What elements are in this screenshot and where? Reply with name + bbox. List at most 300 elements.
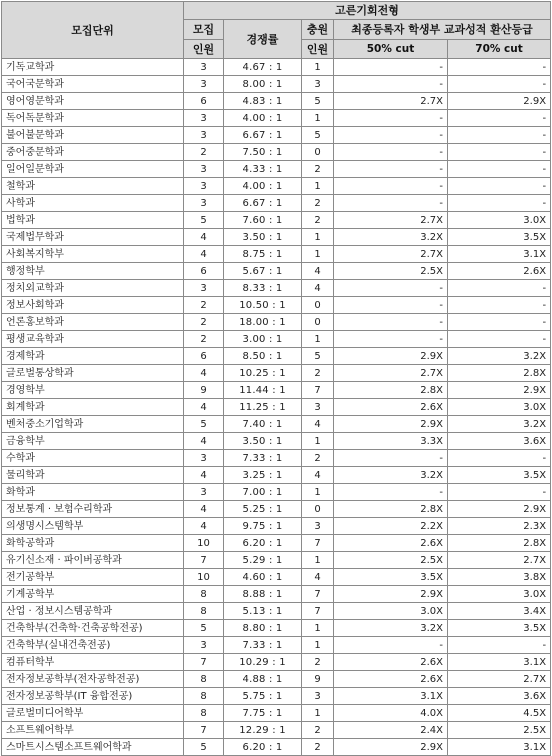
- competition-cell: 8.80 : 1: [224, 620, 302, 637]
- competition-cell: 3.00 : 1: [224, 331, 302, 348]
- unit-cell: 중어중문학과: [2, 144, 184, 161]
- quota-cell: 4: [184, 467, 224, 484]
- cut50-cell: 2.6X: [334, 671, 448, 688]
- cut50-cell: -: [334, 484, 448, 501]
- competition-cell: 5.29 : 1: [224, 552, 302, 569]
- quota-cell: 3: [184, 178, 224, 195]
- table-row: [2, 212, 551, 229]
- fill-cell: 1: [302, 110, 334, 127]
- quota-cell: 8: [184, 603, 224, 620]
- table-row: [2, 161, 551, 178]
- fill-cell: 2: [302, 212, 334, 229]
- cut50-cell: -: [334, 637, 448, 654]
- quota-cell: 6: [184, 93, 224, 110]
- cut50-cell: -: [334, 127, 448, 144]
- cut70-cell: -: [448, 178, 551, 195]
- unit-cell: 건축학부(실내건축전공): [2, 637, 184, 654]
- table-row: [2, 178, 551, 195]
- competition-cell: 7.75 : 1: [224, 705, 302, 722]
- header-cut70: 70% cut: [448, 40, 551, 59]
- competition-cell: 7.50 : 1: [224, 144, 302, 161]
- quota-cell: 3: [184, 637, 224, 654]
- header-grade-title: 최종등록자 학생부 교과성적 환산등급: [334, 20, 551, 40]
- fill-cell: 4: [302, 569, 334, 586]
- table-row: [2, 263, 551, 280]
- table-row: [2, 501, 551, 518]
- cut50-cell: 3.2X: [334, 467, 448, 484]
- table-row: [2, 552, 551, 569]
- cut70-cell: 2.6X: [448, 263, 551, 280]
- competition-cell: 8.33 : 1: [224, 280, 302, 297]
- quota-cell: 4: [184, 399, 224, 416]
- cut70-cell: -: [448, 637, 551, 654]
- cut50-cell: -: [334, 59, 448, 76]
- competition-cell: 7.40 : 1: [224, 416, 302, 433]
- cut70-cell: -: [448, 110, 551, 127]
- unit-cell: 전기공학부: [2, 569, 184, 586]
- table-header: [2, 2, 551, 59]
- cut70-cell: 2.7X: [448, 671, 551, 688]
- table-row: [2, 671, 551, 688]
- competition-cell: 5.13 : 1: [224, 603, 302, 620]
- competition-cell: 6.20 : 1: [224, 739, 302, 756]
- quota-cell: 3: [184, 484, 224, 501]
- table-row: [2, 722, 551, 739]
- table-row: [2, 93, 551, 110]
- fill-cell: 2: [302, 654, 334, 671]
- competition-cell: 18.00 : 1: [224, 314, 302, 331]
- fill-cell: 0: [302, 144, 334, 161]
- quota-cell: 8: [184, 586, 224, 603]
- cut70-cell: 3.1X: [448, 739, 551, 756]
- quota-cell: 5: [184, 212, 224, 229]
- quota-cell: 2: [184, 314, 224, 331]
- competition-cell: 10.50 : 1: [224, 297, 302, 314]
- cut70-cell: 3.5X: [448, 467, 551, 484]
- fill-cell: 2: [302, 450, 334, 467]
- competition-cell: 4.88 : 1: [224, 671, 302, 688]
- table-row: [2, 705, 551, 722]
- cut70-cell: 3.6X: [448, 688, 551, 705]
- table-row: [2, 569, 551, 586]
- quota-cell: 5: [184, 620, 224, 637]
- cut70-cell: 3.8X: [448, 569, 551, 586]
- cut50-cell: -: [334, 314, 448, 331]
- cut50-cell: 2.7X: [334, 365, 448, 382]
- unit-cell: 산업 · 정보시스템공학과: [2, 603, 184, 620]
- competition-cell: 4.83 : 1: [224, 93, 302, 110]
- cut70-cell: -: [448, 297, 551, 314]
- quota-cell: 6: [184, 348, 224, 365]
- quota-cell: 3: [184, 110, 224, 127]
- unit-cell: 사회복지학부: [2, 246, 184, 263]
- unit-cell: 소프트웨어학부: [2, 722, 184, 739]
- quota-cell: 3: [184, 195, 224, 212]
- fill-cell: 1: [302, 178, 334, 195]
- cut70-cell: 3.5X: [448, 229, 551, 246]
- unit-cell: 행정학부: [2, 263, 184, 280]
- table-row: [2, 450, 551, 467]
- unit-cell: 경제학과: [2, 348, 184, 365]
- cut70-cell: 2.7X: [448, 552, 551, 569]
- unit-cell: 물리학과: [2, 467, 184, 484]
- cut50-cell: 2.9X: [334, 739, 448, 756]
- competition-cell: 4.33 : 1: [224, 161, 302, 178]
- quota-cell: 4: [184, 501, 224, 518]
- header-fill-line1: 충원: [302, 20, 334, 40]
- unit-cell: 정보통계 · 보험수리학과: [2, 501, 184, 518]
- competition-cell: 3.25 : 1: [224, 467, 302, 484]
- competition-cell: 8.00 : 1: [224, 76, 302, 93]
- fill-cell: 0: [302, 501, 334, 518]
- cut70-cell: 3.2X: [448, 416, 551, 433]
- table-row: [2, 127, 551, 144]
- cut50-cell: -: [334, 76, 448, 93]
- fill-cell: 9: [302, 671, 334, 688]
- unit-cell: 회계학과: [2, 399, 184, 416]
- table-row: [2, 195, 551, 212]
- table-row: [2, 348, 551, 365]
- cut50-cell: 3.2X: [334, 229, 448, 246]
- quota-cell: 4: [184, 365, 224, 382]
- table-row: [2, 518, 551, 535]
- table-row: [2, 467, 551, 484]
- header-unit: 모집단위: [2, 2, 184, 59]
- header-group: 고른기회전형: [184, 2, 551, 20]
- fill-cell: 2: [302, 365, 334, 382]
- table-row: [2, 654, 551, 671]
- unit-cell: 화학공학과: [2, 535, 184, 552]
- unit-cell: 일어일문학과: [2, 161, 184, 178]
- competition-cell: 6.67 : 1: [224, 195, 302, 212]
- fill-cell: 1: [302, 552, 334, 569]
- competition-cell: 4.00 : 1: [224, 110, 302, 127]
- table-row: [2, 535, 551, 552]
- header-quota-line1: 모집: [184, 20, 224, 40]
- cut50-cell: -: [334, 280, 448, 297]
- fill-cell: 0: [302, 297, 334, 314]
- cut70-cell: 3.1X: [448, 654, 551, 671]
- table-row: [2, 59, 551, 76]
- unit-cell: 금융학부: [2, 433, 184, 450]
- table-row: [2, 739, 551, 756]
- cut70-cell: -: [448, 144, 551, 161]
- unit-cell: 글로벌통상학과: [2, 365, 184, 382]
- header-cut50: 50% cut: [334, 40, 448, 59]
- fill-cell: 0: [302, 314, 334, 331]
- competition-cell: 7.00 : 1: [224, 484, 302, 501]
- fill-cell: 1: [302, 59, 334, 76]
- unit-cell: 영어영문학과: [2, 93, 184, 110]
- cut50-cell: -: [334, 144, 448, 161]
- unit-cell: 기독교학과: [2, 59, 184, 76]
- competition-cell: 8.88 : 1: [224, 586, 302, 603]
- quota-cell: 4: [184, 518, 224, 535]
- competition-cell: 5.25 : 1: [224, 501, 302, 518]
- cut50-cell: 2.5X: [334, 552, 448, 569]
- competition-cell: 11.25 : 1: [224, 399, 302, 416]
- cut50-cell: 2.4X: [334, 722, 448, 739]
- cut70-cell: 2.9X: [448, 501, 551, 518]
- fill-cell: 1: [302, 705, 334, 722]
- fill-cell: 3: [302, 76, 334, 93]
- cut50-cell: 3.2X: [334, 620, 448, 637]
- cut50-cell: 2.8X: [334, 501, 448, 518]
- fill-cell: 2: [302, 722, 334, 739]
- cut70-cell: 3.0X: [448, 212, 551, 229]
- unit-cell: 경영학부: [2, 382, 184, 399]
- competition-cell: 5.67 : 1: [224, 263, 302, 280]
- competition-cell: 3.50 : 1: [224, 229, 302, 246]
- cut50-cell: 4.0X: [334, 705, 448, 722]
- cut70-cell: 4.5X: [448, 705, 551, 722]
- cut50-cell: -: [334, 297, 448, 314]
- table-row: [2, 331, 551, 348]
- fill-cell: 1: [302, 620, 334, 637]
- cut70-cell: 2.5X: [448, 722, 551, 739]
- unit-cell: 건축학부(건축학·건축공학전공): [2, 620, 184, 637]
- table-row: [2, 297, 551, 314]
- unit-cell: 국제법무학과: [2, 229, 184, 246]
- competition-cell: 4.00 : 1: [224, 178, 302, 195]
- cut50-cell: 2.9X: [334, 586, 448, 603]
- table-row: [2, 382, 551, 399]
- fill-cell: 3: [302, 688, 334, 705]
- cut50-cell: -: [334, 331, 448, 348]
- table-body: [2, 59, 551, 756]
- cut50-cell: -: [334, 110, 448, 127]
- quota-cell: 3: [184, 127, 224, 144]
- competition-cell: 6.67 : 1: [224, 127, 302, 144]
- header-quota-line2: 인원: [184, 40, 224, 59]
- quota-cell: 10: [184, 535, 224, 552]
- unit-cell: 평생교육학과: [2, 331, 184, 348]
- unit-cell: 정치외교학과: [2, 280, 184, 297]
- cut70-cell: 3.0X: [448, 399, 551, 416]
- quota-cell: 8: [184, 705, 224, 722]
- cut70-cell: 2.8X: [448, 535, 551, 552]
- cut70-cell: 2.9X: [448, 382, 551, 399]
- fill-cell: 1: [302, 229, 334, 246]
- fill-cell: 2: [302, 161, 334, 178]
- cut70-cell: 3.5X: [448, 620, 551, 637]
- competition-cell: 7.60 : 1: [224, 212, 302, 229]
- cut70-cell: -: [448, 127, 551, 144]
- admission-results-table: [1, 1, 551, 756]
- quota-cell: 5: [184, 416, 224, 433]
- quota-cell: 8: [184, 688, 224, 705]
- fill-cell: 1: [302, 484, 334, 501]
- cut70-cell: -: [448, 331, 551, 348]
- cut50-cell: 2.9X: [334, 348, 448, 365]
- header-competition: 경쟁률: [224, 20, 302, 59]
- unit-cell: 사학과: [2, 195, 184, 212]
- unit-cell: 전자정보공학부(전자공학전공): [2, 671, 184, 688]
- competition-cell: 10.25 : 1: [224, 365, 302, 382]
- table-row: [2, 365, 551, 382]
- cut70-cell: 3.6X: [448, 433, 551, 450]
- fill-cell: 4: [302, 416, 334, 433]
- fill-cell: 7: [302, 586, 334, 603]
- cut50-cell: 2.6X: [334, 535, 448, 552]
- table-row: [2, 399, 551, 416]
- unit-cell: 전자정보공학부(IT 융합전공): [2, 688, 184, 705]
- quota-cell: 5: [184, 739, 224, 756]
- competition-cell: 12.29 : 1: [224, 722, 302, 739]
- quota-cell: 3: [184, 280, 224, 297]
- unit-cell: 법학과: [2, 212, 184, 229]
- quota-cell: 8: [184, 671, 224, 688]
- cut50-cell: 2.2X: [334, 518, 448, 535]
- quota-cell: 3: [184, 76, 224, 93]
- cut70-cell: 3.2X: [448, 348, 551, 365]
- cut50-cell: 3.0X: [334, 603, 448, 620]
- table-row: [2, 76, 551, 93]
- quota-cell: 4: [184, 433, 224, 450]
- unit-cell: 수학과: [2, 450, 184, 467]
- fill-cell: 4: [302, 467, 334, 484]
- fill-cell: 1: [302, 433, 334, 450]
- fill-cell: 1: [302, 246, 334, 263]
- fill-cell: 4: [302, 280, 334, 297]
- fill-cell: 5: [302, 127, 334, 144]
- cut50-cell: 2.5X: [334, 263, 448, 280]
- quota-cell: 10: [184, 569, 224, 586]
- unit-cell: 컴퓨터학부: [2, 654, 184, 671]
- quota-cell: 9: [184, 382, 224, 399]
- cut50-cell: 2.7X: [334, 93, 448, 110]
- unit-cell: 의생명시스템학부: [2, 518, 184, 535]
- competition-cell: 8.75 : 1: [224, 246, 302, 263]
- competition-cell: 10.29 : 1: [224, 654, 302, 671]
- quota-cell: 4: [184, 229, 224, 246]
- unit-cell: 국어국문학과: [2, 76, 184, 93]
- cut50-cell: -: [334, 178, 448, 195]
- table-row: [2, 433, 551, 450]
- cut50-cell: 2.6X: [334, 399, 448, 416]
- unit-cell: 화학과: [2, 484, 184, 501]
- unit-cell: 독어독문학과: [2, 110, 184, 127]
- quota-cell: 3: [184, 161, 224, 178]
- table-row: [2, 688, 551, 705]
- cut70-cell: 2.9X: [448, 93, 551, 110]
- cut70-cell: -: [448, 484, 551, 501]
- cut70-cell: -: [448, 280, 551, 297]
- table-row: [2, 144, 551, 161]
- unit-cell: 스마트시스템소프트웨어학과: [2, 739, 184, 756]
- cut70-cell: -: [448, 76, 551, 93]
- unit-cell: 벤처중소기업학과: [2, 416, 184, 433]
- quota-cell: 7: [184, 654, 224, 671]
- quota-cell: 7: [184, 722, 224, 739]
- table-row: [2, 484, 551, 501]
- cut70-cell: -: [448, 195, 551, 212]
- competition-cell: 6.20 : 1: [224, 535, 302, 552]
- table-row: [2, 229, 551, 246]
- cut50-cell: -: [334, 450, 448, 467]
- cut70-cell: 3.4X: [448, 603, 551, 620]
- cut50-cell: 3.1X: [334, 688, 448, 705]
- fill-cell: 1: [302, 637, 334, 654]
- quota-cell: 3: [184, 59, 224, 76]
- competition-cell: 5.75 : 1: [224, 688, 302, 705]
- cut70-cell: -: [448, 450, 551, 467]
- competition-cell: 7.33 : 1: [224, 637, 302, 654]
- cut70-cell: 2.8X: [448, 365, 551, 382]
- unit-cell: 글로벌미디어학부: [2, 705, 184, 722]
- fill-cell: 1: [302, 331, 334, 348]
- fill-cell: 7: [302, 382, 334, 399]
- quota-cell: 2: [184, 144, 224, 161]
- fill-cell: 3: [302, 518, 334, 535]
- header-fill-line2: 인원: [302, 40, 334, 59]
- competition-cell: 4.60 : 1: [224, 569, 302, 586]
- unit-cell: 정보사회학과: [2, 297, 184, 314]
- table-row: [2, 637, 551, 654]
- quota-cell: 4: [184, 246, 224, 263]
- unit-cell: 철학과: [2, 178, 184, 195]
- cut70-cell: 2.3X: [448, 518, 551, 535]
- competition-cell: 9.75 : 1: [224, 518, 302, 535]
- quota-cell: 3: [184, 450, 224, 467]
- fill-cell: 5: [302, 348, 334, 365]
- fill-cell: 2: [302, 195, 334, 212]
- competition-cell: 8.50 : 1: [224, 348, 302, 365]
- cut50-cell: 2.9X: [334, 416, 448, 433]
- quota-cell: 7: [184, 552, 224, 569]
- cut50-cell: -: [334, 161, 448, 178]
- table-row: [2, 416, 551, 433]
- unit-cell: 언론홍보학과: [2, 314, 184, 331]
- cut70-cell: -: [448, 314, 551, 331]
- table-row: [2, 110, 551, 127]
- quota-cell: 2: [184, 297, 224, 314]
- unit-cell: 불어불문학과: [2, 127, 184, 144]
- cut50-cell: 2.8X: [334, 382, 448, 399]
- fill-cell: 5: [302, 93, 334, 110]
- table-row: [2, 280, 551, 297]
- unit-cell: 기계공학부: [2, 586, 184, 603]
- cut70-cell: 3.0X: [448, 586, 551, 603]
- cut50-cell: 3.3X: [334, 433, 448, 450]
- unit-cell: 유기신소재 · 파이버공학과: [2, 552, 184, 569]
- cut50-cell: 2.7X: [334, 212, 448, 229]
- competition-cell: 4.67 : 1: [224, 59, 302, 76]
- table-row: [2, 314, 551, 331]
- cut50-cell: 2.7X: [334, 246, 448, 263]
- cut70-cell: -: [448, 59, 551, 76]
- competition-cell: 3.50 : 1: [224, 433, 302, 450]
- cut50-cell: -: [334, 195, 448, 212]
- fill-cell: 4: [302, 263, 334, 280]
- fill-cell: 7: [302, 603, 334, 620]
- fill-cell: 2: [302, 739, 334, 756]
- fill-cell: 3: [302, 399, 334, 416]
- cut50-cell: 2.6X: [334, 654, 448, 671]
- table-row: [2, 246, 551, 263]
- fill-cell: 7: [302, 535, 334, 552]
- quota-cell: 6: [184, 263, 224, 280]
- cut70-cell: -: [448, 161, 551, 178]
- table-row: [2, 586, 551, 603]
- table-row: [2, 620, 551, 637]
- table-row: [2, 603, 551, 620]
- cut70-cell: 3.1X: [448, 246, 551, 263]
- competition-cell: 11.44 : 1: [224, 382, 302, 399]
- quota-cell: 2: [184, 331, 224, 348]
- competition-cell: 7.33 : 1: [224, 450, 302, 467]
- cut50-cell: 3.5X: [334, 569, 448, 586]
